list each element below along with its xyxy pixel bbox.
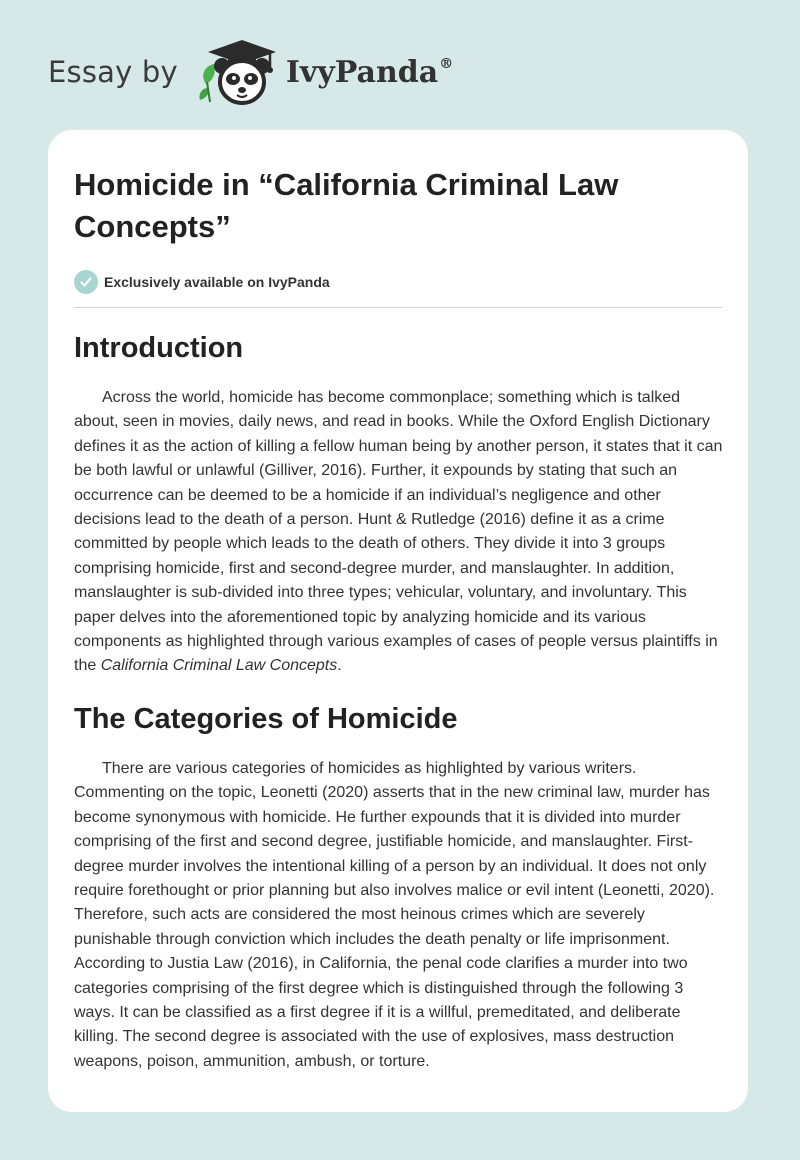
exclusive-badge xyxy=(74,270,722,294)
book-title-italic: California Criminal Law Concepts xyxy=(100,657,338,675)
categories-paragraph: There are various categories of homicides as highlighted by various writers. Commenting on the topic, Leonetti (2020) asserts that in the new criminal law, murder has become synonymous with homicide. He further expounds that it is divided into murder comprising of the first and second degree, justifiable homicide, and manslaughter. First-degree murder involves the intentional killing of a person by an individual. It does not only require forethought or prior planning but also involves malice or evil intent (Leonetti, 2020). Therefore, such acts are considered the most heinous crimes which are severely punishable through conviction which includes the death penalty or life imprisonment. According to Justia Law (2016), in California, the penal code clarifies a murder into two categories comprising of the first degree which is distinguished through the following 3 ways. It can be classified as a first degree if it is a willful, premeditated, and deliberate killing. The second degree is associated with the use of explosives, mass destruction weapons, poison, ammunition, ambush, or torture. xyxy=(74,759,715,1070)
exclusive-label: Exclusively available on IvyPanda xyxy=(104,274,330,290)
introduction-paragraph xyxy=(74,386,724,679)
introduction-end: . xyxy=(337,657,342,675)
section-heading-categories: The Categories of Homicide xyxy=(74,702,458,735)
essay-by-label: Essay by xyxy=(48,55,178,89)
brand-logo-text[interactable] xyxy=(286,55,453,90)
brand-name: IvyPanda xyxy=(285,54,439,90)
registered-mark: ® xyxy=(439,55,454,72)
introduction-text: Across the world, homicide has become commonplace; something which is talked about, seen in movies, daily news, and read in books. While the Oxford English Dictionary defines it as the action of killing a fellow human being by another person, it states that it can be both lawful or unlawful (Gilliver, 2016). Further, it expounds by stating that such an occurrence can be deemed to be a homicide if an individual’s negligence and other decisions lead to the death of a person. Hunt & Rutledge (2016) define it as a crime committed by people which leads to the death of others. They divide it into 3 groups comprising homicide, first and second-degree murder, and manslaughter. In addition, manslaughter is sub-divided into three types; vehicular, voluntary, and involuntary. This paper delves into the aforementioned topic by analyzing homicide and its various components as highlighted through various examples of cases of people versus plaintiffs in the xyxy=(74,389,723,675)
essay-card xyxy=(48,130,748,1112)
panda-graduate-icon[interactable] xyxy=(194,36,282,108)
divider xyxy=(74,307,722,308)
section-heading-introduction: Introduction xyxy=(74,332,244,364)
checkmark-icon xyxy=(74,270,98,294)
site-header xyxy=(48,36,453,108)
essay-title: Homicide in “California Criminal Law Concepts” xyxy=(74,167,619,244)
